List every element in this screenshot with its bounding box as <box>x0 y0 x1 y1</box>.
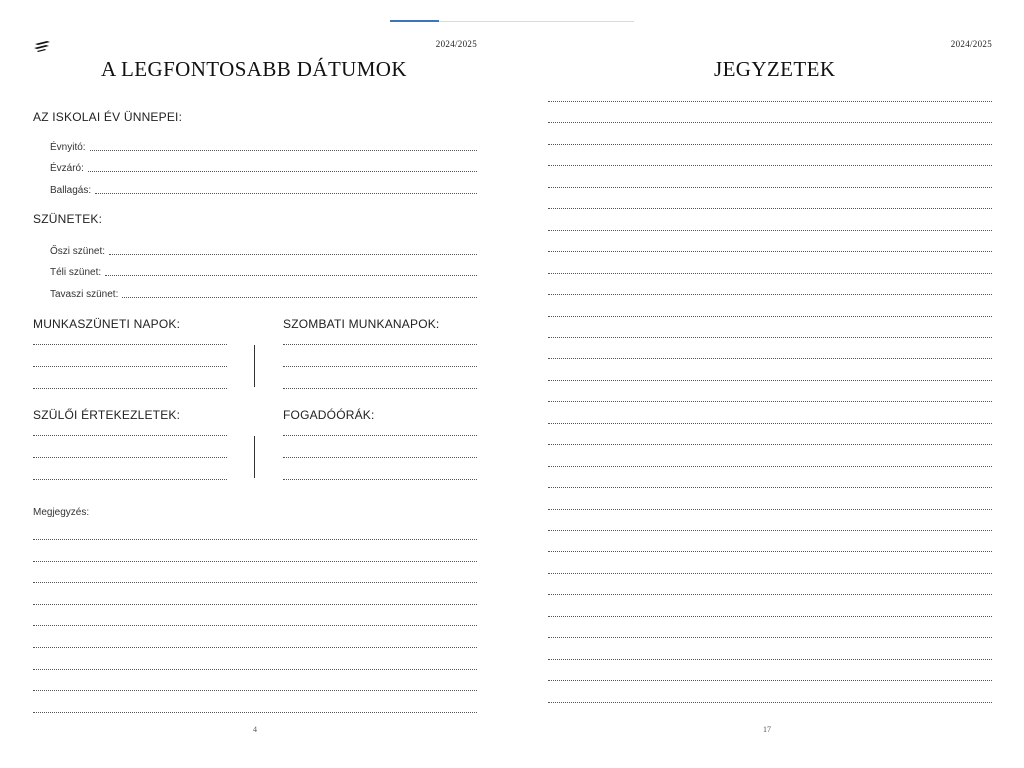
fill-line[interactable] <box>33 422 227 436</box>
note-line[interactable] <box>548 208 992 209</box>
note-label: Megjegyzés: <box>33 507 90 518</box>
breaks-heading: SZÜNETEK: <box>33 212 103 226</box>
fill-line <box>95 192 477 194</box>
note-line[interactable] <box>33 669 477 670</box>
field-label: Évnyitó: <box>50 142 86 153</box>
fill-line[interactable] <box>33 331 227 345</box>
field-closing-ceremony[interactable] <box>50 159 477 175</box>
field-label: Évzáró: <box>50 163 84 174</box>
note-line[interactable] <box>548 509 992 510</box>
field-autumn-break[interactable] <box>50 242 477 258</box>
field-label: Tavaszi szünet: <box>50 289 119 300</box>
note-line[interactable] <box>33 539 477 540</box>
note-line[interactable] <box>548 530 992 531</box>
note-line[interactable] <box>548 423 992 424</box>
field-label: Téli szünet: <box>50 267 102 278</box>
note-line[interactable] <box>548 316 992 317</box>
note-line[interactable] <box>548 659 992 660</box>
fill-line[interactable] <box>33 436 227 458</box>
saturday-workdays-block <box>283 317 477 389</box>
note-line[interactable] <box>548 466 992 467</box>
page-title: A LEGFONTOSABB DÁTUMOK <box>101 57 407 81</box>
note-line[interactable] <box>548 444 992 445</box>
right-page <box>545 30 995 745</box>
note-line[interactable] <box>548 637 992 638</box>
left-page <box>30 30 480 745</box>
note-line[interactable] <box>548 122 992 123</box>
page-progress-fill <box>390 20 439 22</box>
note-line[interactable] <box>33 712 477 713</box>
fill-line <box>109 253 477 255</box>
fill-line[interactable] <box>33 458 227 480</box>
fill-line <box>88 170 477 172</box>
field-winter-break[interactable] <box>50 263 477 279</box>
fill-line[interactable] <box>33 345 227 367</box>
note-line[interactable] <box>33 647 477 648</box>
public-holidays-heading: MUNKASZÜNETI NAPOK: <box>33 317 181 331</box>
note-line[interactable] <box>548 165 992 166</box>
school-holidays-heading: AZ ISKOLAI ÉV ÜNNEPEI: <box>33 110 183 124</box>
note-line[interactable] <box>33 604 477 605</box>
note-line[interactable] <box>548 187 992 188</box>
note-line[interactable] <box>33 561 477 562</box>
fill-line[interactable] <box>283 367 477 389</box>
public-holidays-block <box>33 317 227 389</box>
note-line[interactable] <box>548 380 992 381</box>
school-year-label: 2024/2025 <box>435 39 477 49</box>
note-line[interactable] <box>548 144 992 145</box>
page-number: 4 <box>253 725 257 734</box>
field-spring-break[interactable] <box>50 285 477 301</box>
note-line[interactable] <box>33 690 477 691</box>
note-line[interactable] <box>548 273 992 274</box>
note-line[interactable] <box>548 702 992 703</box>
fill-line <box>122 296 477 298</box>
fill-line <box>105 274 477 276</box>
saturday-workdays-heading: SZOMBATI MUNKANAPOK: <box>283 317 440 331</box>
field-graduation[interactable] <box>50 181 477 197</box>
note-line[interactable] <box>548 230 992 231</box>
note-line[interactable] <box>548 551 992 552</box>
note-line[interactable] <box>33 582 477 583</box>
field-label: Ballagás: <box>50 185 92 196</box>
field-label: Őszi szünet: <box>50 246 106 257</box>
fill-line <box>90 149 477 151</box>
fill-line[interactable] <box>283 345 477 367</box>
parent-meetings-block <box>33 408 227 480</box>
note-line[interactable] <box>33 625 477 626</box>
note-line[interactable] <box>548 680 992 681</box>
page-progress-bar[interactable] <box>390 21 634 22</box>
note-line[interactable] <box>548 616 992 617</box>
note-line[interactable] <box>548 337 992 338</box>
note-line[interactable] <box>548 101 992 102</box>
note-line[interactable] <box>548 401 992 402</box>
fill-line[interactable] <box>33 367 227 389</box>
column-divider <box>254 345 255 387</box>
column-divider <box>254 436 255 478</box>
note-line[interactable] <box>548 487 992 488</box>
note-line[interactable] <box>548 594 992 595</box>
page-number: 17 <box>763 725 771 734</box>
fill-line[interactable] <box>283 331 477 345</box>
fill-line[interactable] <box>283 458 477 480</box>
office-hours-block <box>283 408 477 480</box>
note-line[interactable] <box>548 358 992 359</box>
brand-logo-icon <box>33 40 53 52</box>
fill-line[interactable] <box>283 436 477 458</box>
page-title: JEGYZETEK <box>714 57 836 81</box>
note-line[interactable] <box>548 294 992 295</box>
fill-line[interactable] <box>283 422 477 436</box>
office-hours-heading: FOGADÓÓRÁK: <box>283 408 375 422</box>
school-year-label: 2024/2025 <box>950 39 992 49</box>
note-line[interactable] <box>548 251 992 252</box>
field-opening-ceremony[interactable] <box>50 138 477 154</box>
parent-meetings-heading: SZÜLŐI ÉRTEKEZLETEK: <box>33 408 181 422</box>
note-line[interactable] <box>548 573 992 574</box>
